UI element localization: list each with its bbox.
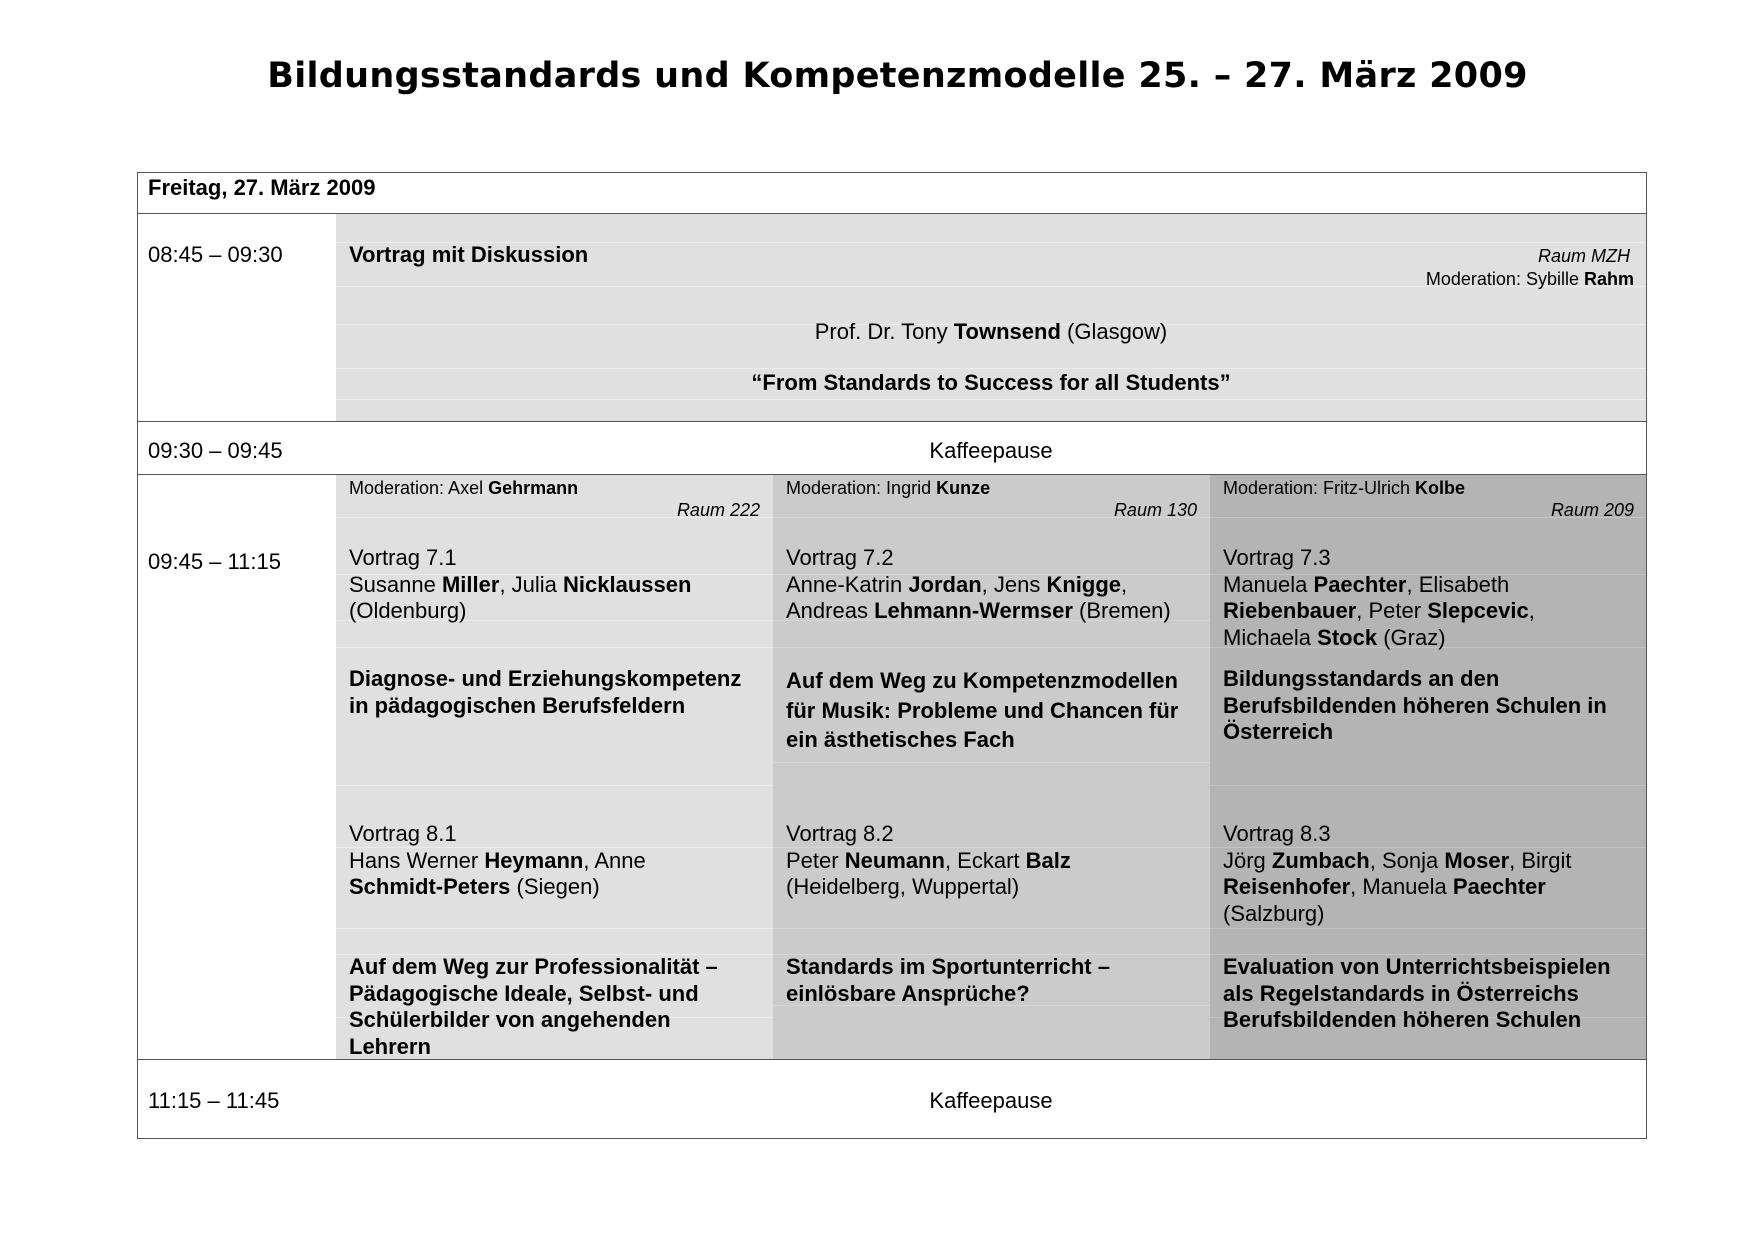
keynote-time: 08:45 – 09:30 [148, 242, 283, 267]
talk-8-3-title: Evaluation von Unterrichtsbeispielen als Regelstandards in Österreichs Berufsbildenden höheren Schulen [1223, 954, 1611, 1032]
column-3-room: Raum 209 [1550, 500, 1634, 520]
row-divider [138, 1059, 1646, 1060]
break2-label: Kaffeepause [929, 1088, 1053, 1113]
session-time: 09:45 – 11:15 [148, 549, 281, 574]
day-header: Freitag, 27. März 2009 [148, 175, 376, 200]
talk-8-3: Vortrag 8.3 Jörg Zumbach, Sonja Moser, Birgit Reisenhofer, Manuela Paechter (Salzburg) [1223, 821, 1572, 926]
schedule-table [137, 172, 1647, 1139]
talk-8-2: Vortrag 8.2 Peter Neumann, Eckart Balz (Heidelberg, Wuppertal) [786, 821, 1071, 899]
talk-7-3: Vortrag 7.3 Manuela Paechter, Elisabeth Riebenbauer, Peter Slepcevic, Michaela Stock (Graz) [1223, 545, 1535, 650]
talk-8-1-title: Auf dem Weg zur Professionalität – Pädagogische Ideale, Selbst- und Schülerbilder von angehenden Lehrern [349, 954, 718, 1059]
talk-8-1: Vortrag 8.1 Hans Werner Heymann, Anne Schmidt-Peters (Siegen) [349, 821, 646, 899]
keynote-moderation: Moderation: Sybille Rahm [1425, 269, 1634, 289]
talk-8-2-title: Standards im Sportunterricht – einlösbare Ansprüche? [786, 954, 1110, 1006]
talk-7-1-title: Diagnose- und Erziehungskompetenz in pädagogischen Berufsfeldern [349, 666, 742, 718]
page-title: Bildungsstandards und Kompetenzmodelle 25. – 27. März 2009 [267, 56, 1528, 96]
column-2-moderation: Moderation: Ingrid Kunze [786, 478, 991, 498]
talk-7-3-title: Bildungsstandards an den Berufsbildenden höheren Schulen in Österreich [1223, 666, 1607, 744]
talk-7-2-title: Auf dem Weg zu Kompetenzmodellen für Musik: Probleme und Chancen für ein ästhetisches Fach [786, 668, 1179, 752]
talk-7-1: Vortrag 7.1 Susanne Miller, Julia Nicklaussen (Oldenburg) [349, 545, 692, 623]
row-divider [138, 421, 1646, 422]
column-1-room: Raum 222 [676, 500, 760, 520]
break1-label: Kaffeepause [929, 438, 1053, 463]
talk-7-2: Vortrag 7.2 Anne-Katrin Jordan, Jens Knigge, Andreas Lehmann-Wermser (Bremen) [786, 545, 1171, 623]
column-2-room: Raum 130 [1113, 500, 1197, 520]
break2-time: 11:15 – 11:45 [148, 1088, 280, 1113]
column-1-moderation: Moderation: Axel Gehrmann [349, 478, 579, 498]
keynote-talk-title: “From Standards to Success for all Students” [751, 370, 1231, 395]
break1-time: 09:30 – 09:45 [148, 438, 283, 463]
keynote-room: Raum MZH [1537, 246, 1630, 266]
column-3-moderation: Moderation: Fritz-Ulrich Kolbe [1223, 478, 1466, 498]
keynote-heading: Vortrag mit Diskussion [349, 242, 589, 267]
keynote-speaker: Prof. Dr. Tony Townsend (Glasgow) [814, 319, 1168, 344]
